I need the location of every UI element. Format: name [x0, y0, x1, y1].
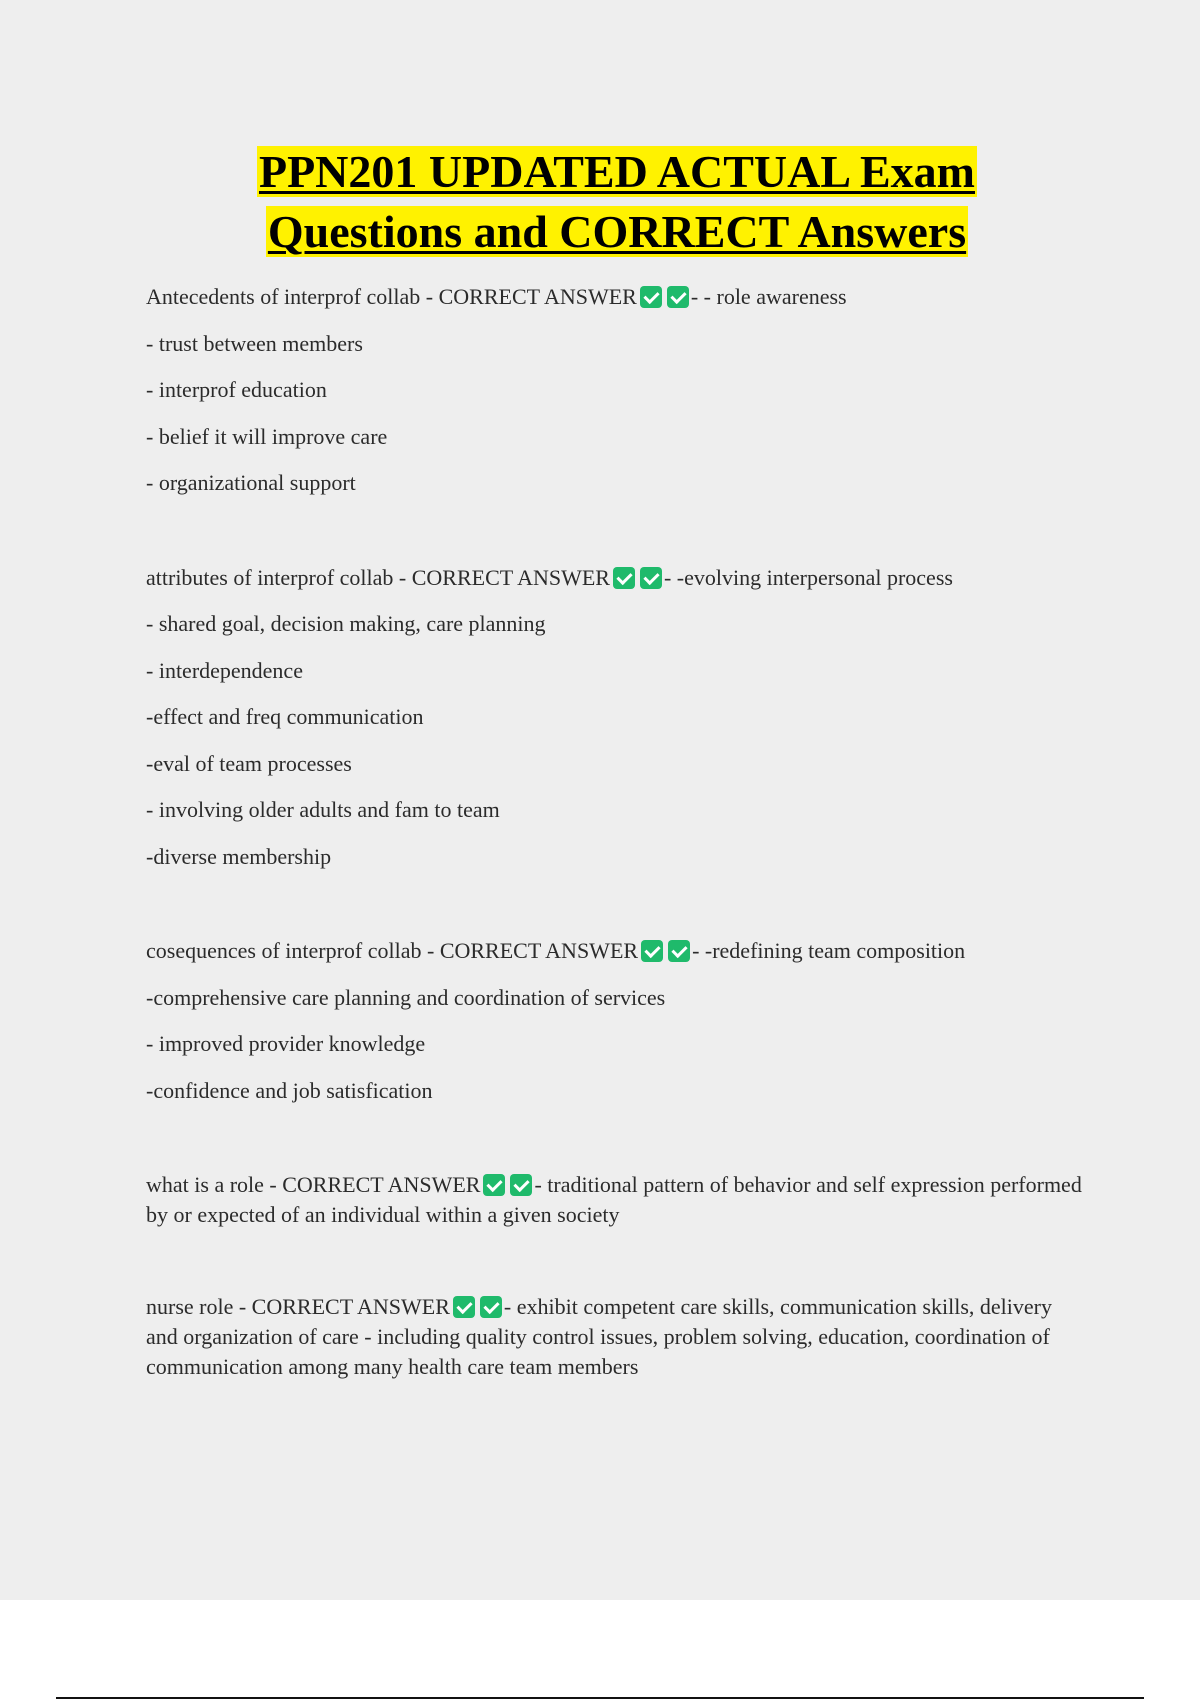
answer-line: - interdependence — [146, 657, 303, 683]
qa-item — [146, 1292, 1086, 1382]
check-mark-icon — [510, 1174, 532, 1196]
answer-line: - belief it will improve care — [146, 423, 388, 449]
footer-divider — [56, 1697, 1144, 1699]
document-title — [0, 142, 1200, 262]
qa-question-line — [146, 282, 1086, 312]
qa-question-paragraph — [146, 1292, 1086, 1382]
check-mark-icon — [483, 1174, 505, 1196]
answer-line: - organizational support — [146, 470, 356, 495]
question-text: what is a role - CORRECT ANSWER — [146, 1172, 481, 1197]
answer-line: -confidence and job satisfication — [146, 1077, 433, 1103]
title-line-1: PPN201 UPDATED ACTUAL Exam — [258, 146, 975, 197]
answer-line: -comprehensive care planning and coordination of services — [146, 984, 666, 1010]
answer-text: - exhibit competent care skills, communication skills, delivery and organization of care - including quality control issues, problem solving, education, coordination of communication among many health care team members — [146, 1294, 1052, 1379]
answer-line: - shared goal, decision making, care planning — [146, 611, 546, 636]
check-mark-icon — [640, 286, 662, 308]
check-mark-icon — [480, 1296, 502, 1318]
question-text: Antecedents of interprof collab - CORRECT ANSWER — [146, 284, 637, 309]
question-text: nurse role - CORRECT ANSWER — [146, 1294, 450, 1319]
answer-line: -effect and freq communication — [146, 704, 424, 729]
answer-line: - involving older adults and fam to team — [146, 797, 500, 822]
qa-question-line — [146, 563, 1086, 593]
qa-item — [146, 936, 1086, 1106]
answer-line: -diverse membership — [146, 843, 332, 869]
qa-item — [146, 563, 1086, 872]
answer-text: - traditional pattern of behavior and self expression performed by or expected of an individual within a given society — [146, 1172, 1082, 1227]
qa-question-paragraph — [146, 1170, 1086, 1230]
answer-line: - improved provider knowledge — [146, 1031, 426, 1056]
answer-line: -eval of team processes — [146, 750, 352, 776]
question-text: attributes of interprof collab - CORRECT ANSWER — [146, 564, 610, 590]
title-line-2: Questions and CORRECT Answers — [267, 206, 967, 257]
check-mark-icon — [640, 567, 662, 589]
qa-question-line — [146, 936, 1086, 966]
check-mark-icon — [667, 286, 689, 308]
check-mark-icon — [641, 940, 663, 962]
answer-line: - interprof education — [146, 377, 327, 402]
answer-line: - trust between members — [146, 330, 363, 356]
check-mark-icon — [613, 567, 635, 589]
question-text: cosequences of interprof collab - CORRECT ANSWER — [146, 938, 639, 963]
answer-text: - -redefining team composition — [692, 938, 966, 963]
answer-text: - -evolving interpersonal process — [663, 564, 953, 590]
answer-text: - - role awareness — [690, 284, 847, 309]
qa-item — [146, 282, 1086, 498]
qa-item — [146, 1170, 1086, 1230]
check-mark-icon — [668, 940, 690, 962]
check-mark-icon — [453, 1296, 475, 1318]
qa-list — [146, 282, 1086, 1396]
